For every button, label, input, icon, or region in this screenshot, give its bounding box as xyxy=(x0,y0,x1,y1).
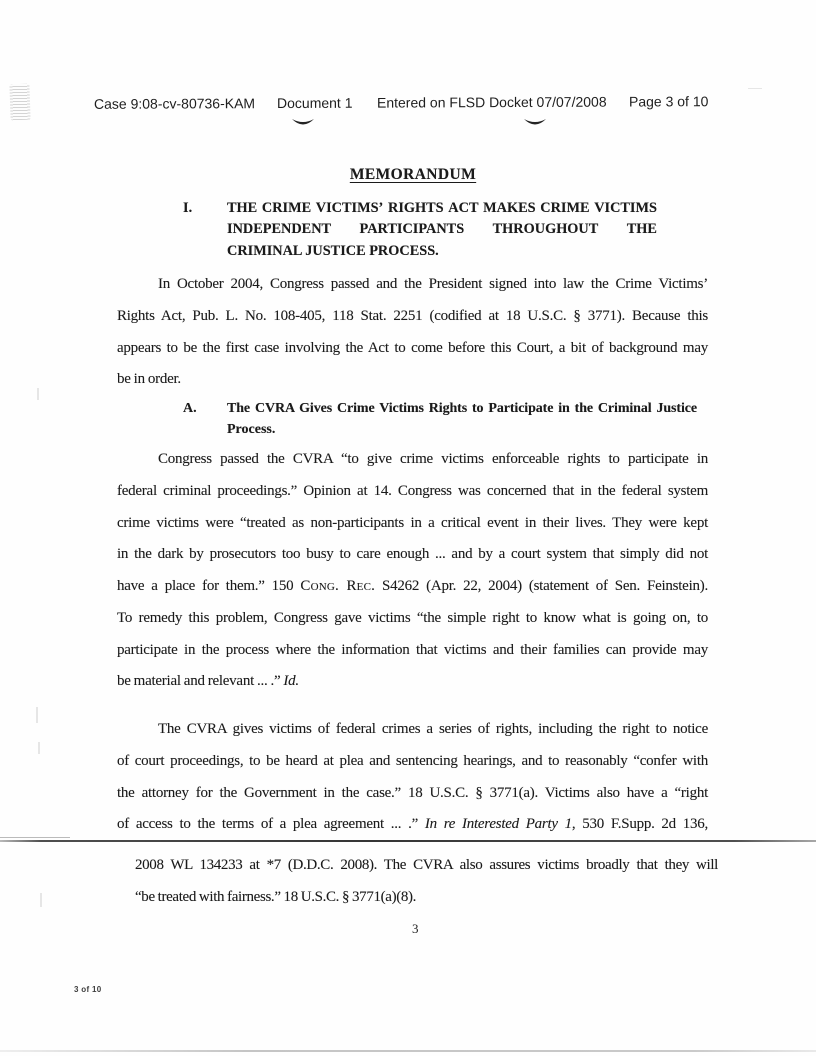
paragraph-1 xyxy=(117,269,708,396)
footer-page-stamp: 3 of 10 xyxy=(74,985,102,994)
header-page-count: Page 3 of 10 xyxy=(628,93,709,110)
body-line: “be treated with fairness.” 18 U.S.C. § 3771(a)(8). xyxy=(135,888,417,905)
body-line: In October 2004, Congress passed and the President signed into law the Crime Victims’ xyxy=(158,276,708,292)
section-heading-a xyxy=(183,398,697,441)
heading-line: INDEPENDENT PARTICIPANTS THROUGHOUT THE xyxy=(227,221,657,238)
body-line: the attorney for the Government in the case.” 18 U.S.C. § 3771(a). Victims also have a “right xyxy=(117,784,708,801)
margin-noise xyxy=(37,388,39,400)
body-line: participate in the process where the information that victims and their families can provide may xyxy=(117,641,708,658)
heading-line: THE CRIME VICTIMS’ RIGHTS ACT MAKES CRIME VICTIMS xyxy=(227,200,657,216)
section-number: A. xyxy=(183,401,197,416)
margin-noise xyxy=(40,893,42,907)
paragraph-2 xyxy=(117,444,708,698)
body-line: 2008 WL 134233 at *7 (D.D.C. 2008). The CVRA also assures victims broadly that they will xyxy=(135,857,718,873)
body-line: in the dark by prosecutors too busy to care enough ... and by a court system that simply did not xyxy=(117,546,708,563)
body-line: To remedy this problem, Congress gave victims “the simple right to know what is going on, to xyxy=(117,609,708,626)
crescent-mark-icon xyxy=(523,117,547,129)
scanner-smudge-mark xyxy=(9,84,30,121)
body-line: federal criminal proceedings.” Opinion at 14. Congress was concerned that in the federal system xyxy=(117,482,708,499)
header-entered-docket: Entered on FLSD Docket 07/07/2008 xyxy=(376,93,607,111)
section-number: I. xyxy=(183,200,193,216)
body-line: have a place for them.” 150 Cong. Rec. S4262 (Apr. 22, 2004) (statement of Sen. Feinstein). xyxy=(117,578,708,594)
body-line: of access to the terms of a plea agreement ... .” In re Interested Party 1, 530 F.Supp. 2d 136, xyxy=(117,816,708,833)
heading-line: Process. xyxy=(227,422,276,438)
memorandum-title-text: MEMORANDUM xyxy=(349,166,477,183)
body-line: appears to be the first case involving the Act to come before this Court, a bit of background may xyxy=(117,339,708,356)
body-line: be in order. xyxy=(117,371,181,388)
margin-noise xyxy=(748,88,762,89)
body-line: crime victims were “treated as non-participants in a critical event in their lives. They were kept xyxy=(117,514,708,531)
docket-header xyxy=(0,93,816,117)
scan-bottom-edge xyxy=(0,1050,816,1052)
heading-line: The CVRA Gives Crime Victims Rights to Participate in the Criminal Justice xyxy=(227,401,697,416)
scan-line-artifact xyxy=(0,840,816,842)
body-line: Congress passed the CVRA “to give crime victims enforceable rights to participate in xyxy=(158,451,708,467)
memorandum-title xyxy=(5,166,816,184)
body-line: The CVRA gives victims of federal crimes a series of rights, including the right to notice xyxy=(158,721,708,737)
section-heading-1 xyxy=(183,198,657,262)
header-document-number: Document 1 xyxy=(276,94,353,112)
crescent-mark-icon xyxy=(291,117,315,129)
scan-line-artifact xyxy=(0,837,70,838)
body-line: of court proceedings, to be heard at plea and sentencing hearings, and to reasonably “confer with xyxy=(117,752,708,769)
margin-noise xyxy=(38,742,40,754)
header-case-number: Case 9:08-cv-80736-KAM xyxy=(93,95,256,112)
body-line: be material and relevant ... .” Id. xyxy=(117,673,299,690)
paragraph-3 xyxy=(117,714,718,914)
page-number: 3 xyxy=(412,921,419,936)
margin-noise xyxy=(36,707,38,723)
body-line: Rights Act, Pub. L. No. 108-405, 118 Stat. 2251 (codified at 18 U.S.C. § 3771). Because this xyxy=(117,307,708,324)
heading-line: CRIMINAL JUSTICE PROCESS. xyxy=(227,242,439,259)
